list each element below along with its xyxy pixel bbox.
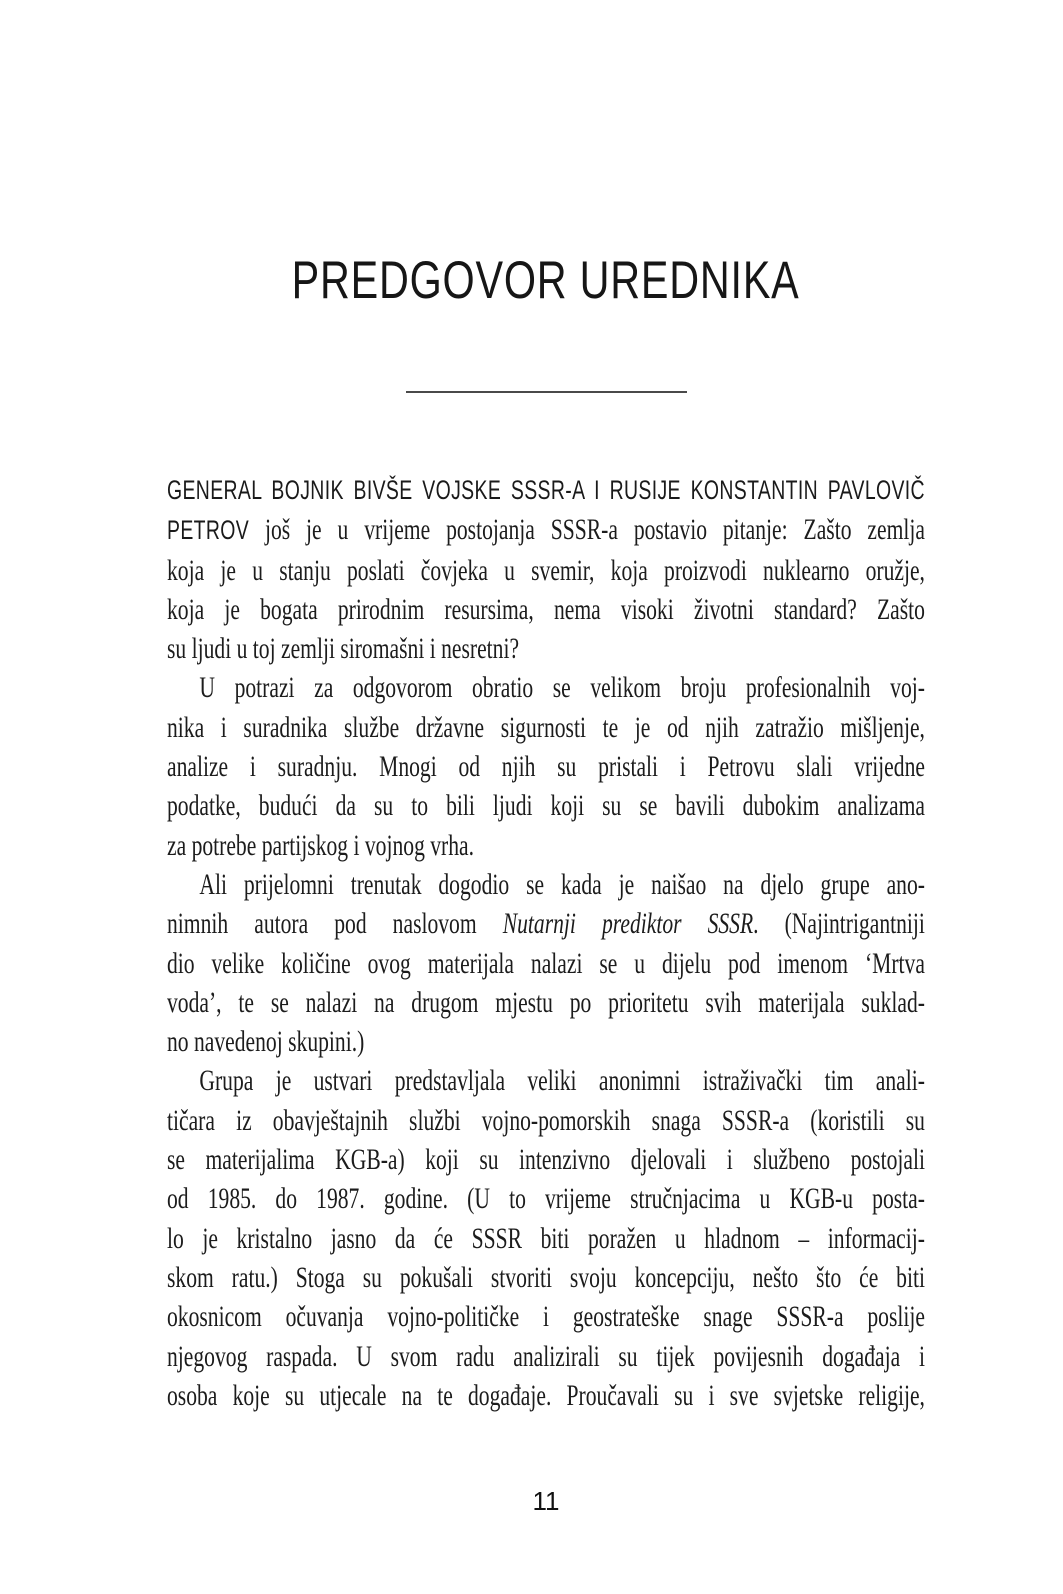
- text-line: [167, 629, 925, 668]
- page-number: 11: [532, 1486, 560, 1516]
- text-segment-normal: od 1985. do 1987. godine. (U to vrijeme stručnjacima u KGB-u posta-: [167, 1182, 925, 1216]
- text-line: [167, 1337, 925, 1376]
- chapter-title-text: PREDGOVOR UREDNIKA: [292, 251, 800, 310]
- text-segment-normal: U potrazi za odgovorom obratio se velikom broju profesionalnih voj-: [199, 671, 925, 705]
- text-line: [167, 1258, 925, 1297]
- text-segment-normal: koja je u stanju poslati čovjeka u svemir, koja proizvodi nuklearno oružje,: [167, 553, 925, 587]
- text-segment-caps: PETROV: [167, 515, 250, 546]
- text-segment-normal: nika i suradnika službe državne sigurnosti te je od njih zatražio mišljenje,: [167, 710, 925, 744]
- text-segment-normal: Grupa je ustvari predstavljala veliki anonimni istraživački tim anali-: [199, 1064, 925, 1098]
- section-divider: [406, 391, 687, 393]
- text-segment-italic: Nutarnji prediktor SSSR: [502, 907, 754, 941]
- text-line: [167, 1022, 925, 1061]
- text-line: [167, 1297, 925, 1336]
- text-line: [167, 786, 925, 825]
- text-line: [167, 510, 925, 550]
- text-line: [167, 708, 925, 747]
- text-line: [167, 826, 925, 865]
- text-segment-normal: no navedenoj skupini.): [167, 1025, 365, 1059]
- text-segment-normal: voda’, te se nalazi na drugom mjestu po prioritetu svih materijala suklad-: [167, 985, 925, 1019]
- text-line: [167, 983, 925, 1022]
- text-segment-normal: nimnih autora pod naslovom: [167, 907, 503, 941]
- text-line: [167, 1140, 925, 1179]
- text-segment-normal: dio velike količine ovog materijala nalazi se u dijelu pod imenom ‘Mrtva: [167, 946, 925, 980]
- text-line: [167, 1179, 925, 1218]
- body-text: [167, 470, 925, 1415]
- text-line: [167, 1061, 925, 1100]
- text-segment-normal: tičara iz obavještajnih službi vojno-pomorskih snaga SSSR-a (koristili su: [167, 1103, 925, 1137]
- text-segment-normal: osoba koje su utjecale na te događaje. Proučavali su i sve svjetske religije,: [167, 1378, 925, 1412]
- text-line: [167, 944, 925, 983]
- text-line: [167, 747, 925, 786]
- text-segment-normal: Ali prijelomni trenutak dogodio se kada je naišao na djelo grupe ano-: [199, 867, 925, 901]
- text-segment-normal: . (Najintrigantniji: [753, 907, 925, 941]
- text-line: [167, 1376, 925, 1415]
- body-text-lines: [167, 470, 925, 1415]
- text-line: [167, 590, 925, 629]
- text-line: [167, 1101, 925, 1140]
- text-segment-normal: koja je bogata prirodnim resursima, nema visoki životni standard? Zašto: [167, 592, 925, 626]
- text-segment-normal: lo je kristalno jasno da će SSSR biti poražen u hladnom – informacij-: [167, 1221, 925, 1255]
- text-line: [167, 668, 925, 707]
- text-segment-normal: analize i suradnju. Mnogi od njih su pristali i Petrovu slali vrijedne: [167, 750, 925, 784]
- text-segment-normal: njegovog raspada. U svom radu analizirali su tijek povijesnih događaja i: [167, 1339, 925, 1373]
- chapter-title: [167, 252, 925, 310]
- text-segment-caps: GENERAL BOJNIK BIVŠE VOJSKE SSSR-A I RUSIJE KONSTANTIN PAVLOVIČ: [167, 475, 925, 505]
- text-segment-normal: se materijalima KGB-a) koji su intenzivno djelovali i službeno postojali: [167, 1143, 925, 1177]
- text-line: [167, 470, 925, 510]
- text-line: [167, 1219, 925, 1258]
- text-line: [167, 865, 925, 904]
- text-segment-normal: podatke, budući da su to bili ljudi koji su se bavili dubokim analizama: [167, 789, 925, 823]
- text-segment-normal: su ljudi u toj zemlji siromašni i nesretni?: [167, 632, 520, 666]
- text-segment-normal: skom ratu.) Stoga su pokušali stvoriti svoju koncepciju, nešto što će biti: [167, 1260, 925, 1294]
- text-line: [167, 904, 925, 943]
- text-segment-normal: za potrebe partijskog i vojnog vrha.: [167, 828, 475, 862]
- text-segment-normal: još je u vrijeme postojanja SSSR-a postavio pitanje: Zašto zemlja: [249, 513, 925, 547]
- text-line: [167, 551, 925, 590]
- text-segment-normal: okosnicom očuvanja vojno-političke i geostrateške snage SSSR-a poslije: [167, 1300, 925, 1334]
